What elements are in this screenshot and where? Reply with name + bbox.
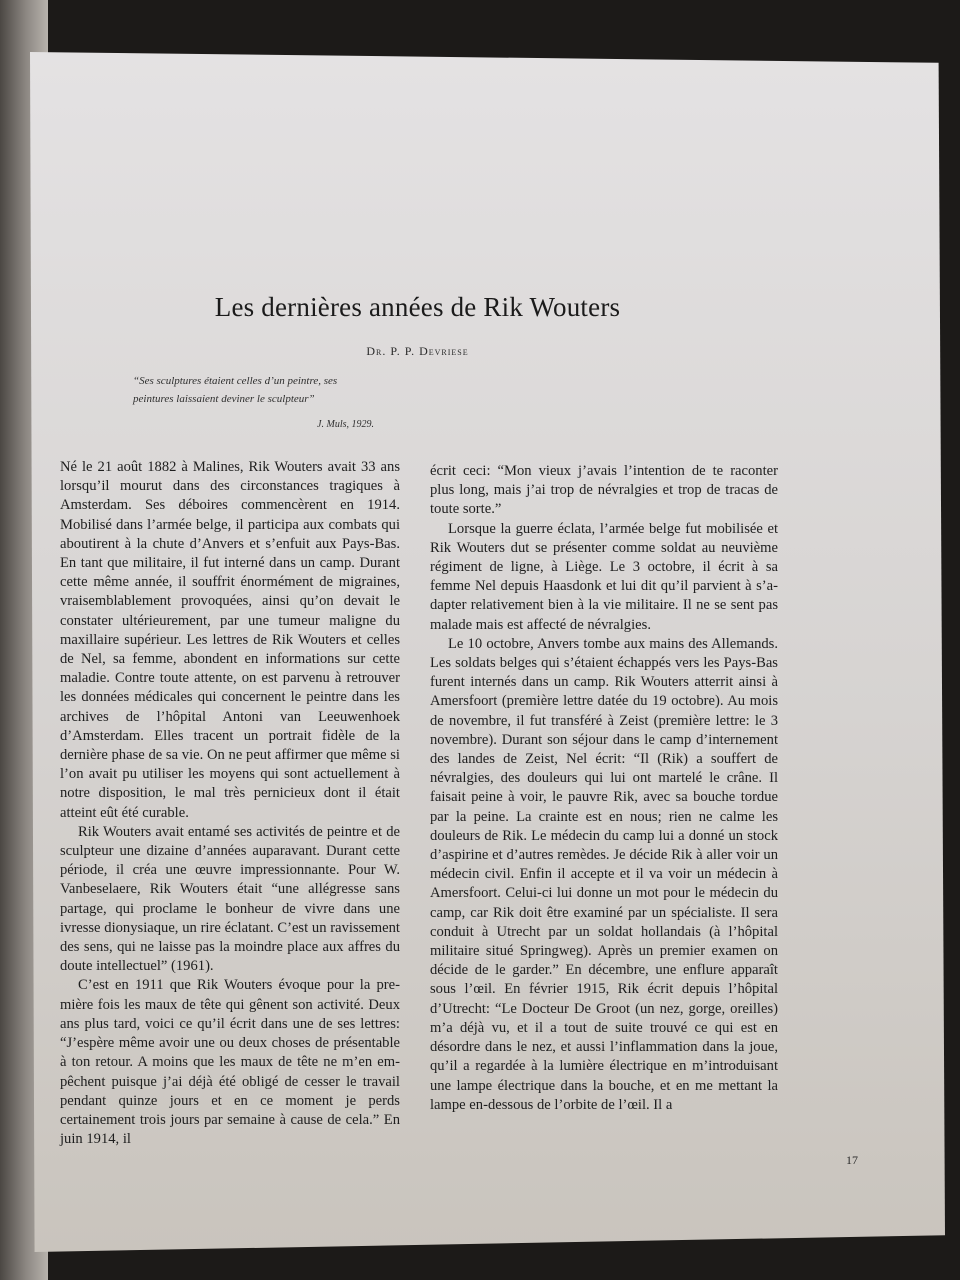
paragraph: écrit ceci: “Mon vieux j’avais l’intention de te raconter plus long, mais j’ai trop de névralgies et trop de tracas de toute sorte.” (430, 463, 778, 518)
epigraph-quote: “Ses sculptures étaient celles d’un peintre, ses peintures laissaient deviner le sculpteur” (133, 375, 338, 405)
paragraph: Rik Wouters avait entamé ses activités de peintre et de sculpteur une dizaine d’années auparavant. Durant cette période, il créa une œuvre impressionnante. Pour W. Vanbeselaere, Rik Wouters était “une allégresse sans partage, qui proclame le bonheur de vivre dans une ivresse dionysiaque, un rire éclatant. C’est un ravissement des sens, qui ne laisse pas la moindre place aux affres du doute intellectuel” (1961). (60, 823, 400, 975)
paragraph: Le 10 octobre, Anvers tombe aux mains des Allemands. Les soldats belges qui s’étaient échappés vers les Pays-Bas furent internés dans un camp. Rik Wouters atterrit ainsi à Amersfoort (première lettre datée du 19 octobre). Au mois de novembre, il fut transféré à Zeist (première lettre: le 3 novembre). Durant son séjour dans le camp d’internement des landes de Zeist, Nel écrit: “Il (Rik) a souffert de névralgies, des douleurs qui lui ont martelé le crâne. Il faisait peine à voir, le pauvre Rik, avec sa bouche tordue par la peine. La crainte est en nous; rien ne calme les douleurs de Rik. Le médecin du camp lui a donné un stock d’aspirine et d’autres remèdes. Je décide Rik à aller voir un médecin civil. Enfin il accepte et il va voir un médecin à Amersfoort. Celui-ci lui donne un mot pour le médecin du camp, car Rik doit être examiné par un spécialiste. Il sera conduit à Utrecht par un soldat hollandais (à l’hôpital militaire situé Springweg). Après un premier examen on décide de le garder.” En décembre, une enflure apparaît sous l’œil. En février 1915, Rik écrit depuis l’hôpital d’Utrecht: “Le Docteur De Groot (un nez, gorge, oreilles) m’a déjà vu, et il a tout de suite trouvé ce qui est en désordre dans le nez, et aussi l’inflammation dans la joue, qu’il a regardée à la lumière électrique en m’introduisant une lampe électrique dans la bouche, et en me mettant la lampe en-dessous de l’orbite de l’œil. Il a (430, 635, 778, 1113)
paragraph: Né le 21 août 1882 à Malines, Rik Wouters avait 33 ans lorsqu’il mourut dans des circonstances tragiques à Amsterdam. Ses déboires commencèrent en 1914. Mobilisé dans l’armée belge, il participa aux combats qui aboutirent à la chute d’Anvers et s’enfuit aux Pays-Bas. En tant que militaire, il fut interné dans un camp. Durant cette même année, il souffrit énormément de migraines, vraisemblablement provoquées, ainsi qu’on devait le constater ultérieurement, par une tumeur maligne du maxillaire supérieur. Les lettres de Rik Wouters et celles de Nel, sa femme, abondent en informations sur cette maladie. Contre toute attente, on est parvenu à retrouver les données médicales qui concernent le peintre dans les archives de l’hôpital Antoni van Leeuwenhoek d’Amsterdam. Elles tracent un portrait fidèle de la dernière phase de sa vie. On ne peut affirmer que même si l’on avait pu utiliser les moyens qui sont actuellement à notre disposition, le mal très pernicieux dont il était atteint eût été curable. (60, 459, 400, 821)
text-column-left (60, 458, 400, 1149)
page-number: 17 (846, 1153, 858, 1167)
text-column-right (430, 462, 778, 1115)
paragraph: C’est en 1911 que Rik Wouters évoque pour la première fois les maux de tête qui gênent son activité. Deux ans plus tard, voici ce qu’il écrit dans une de ses lettres: “J’espère même avoir une ou deux choses de présentable à ton retour. A moins que les maux de tête ne m’en empêchent puisque j’ai déjà été obligé de cesser le travail pendant quinze jours et en ce moment je perds certainement trois jours par semaine à cause de cela.” En juin 1914, il (60, 977, 400, 1148)
paragraph: Lorsque la guerre éclata, l’armée belge fut mobilisée et Rik Wouters dut se présenter comme soldat au neuvième régiment de ligne, à Liège. Le 3 octobre, il écrit à sa femme Nel depuis Haasdonk et lui dit qu’il parvient à s’adapter relativement bien à la vie militaire. Il ne se sent pas malade mais est affecté de névralgies. (430, 520, 778, 633)
epigraph-source: J. Muls, 1929. (317, 419, 374, 430)
article-title: Les dernières années de Rik Wouters (214, 292, 621, 322)
article-author: Dr. P. P. Devriese (366, 344, 469, 358)
